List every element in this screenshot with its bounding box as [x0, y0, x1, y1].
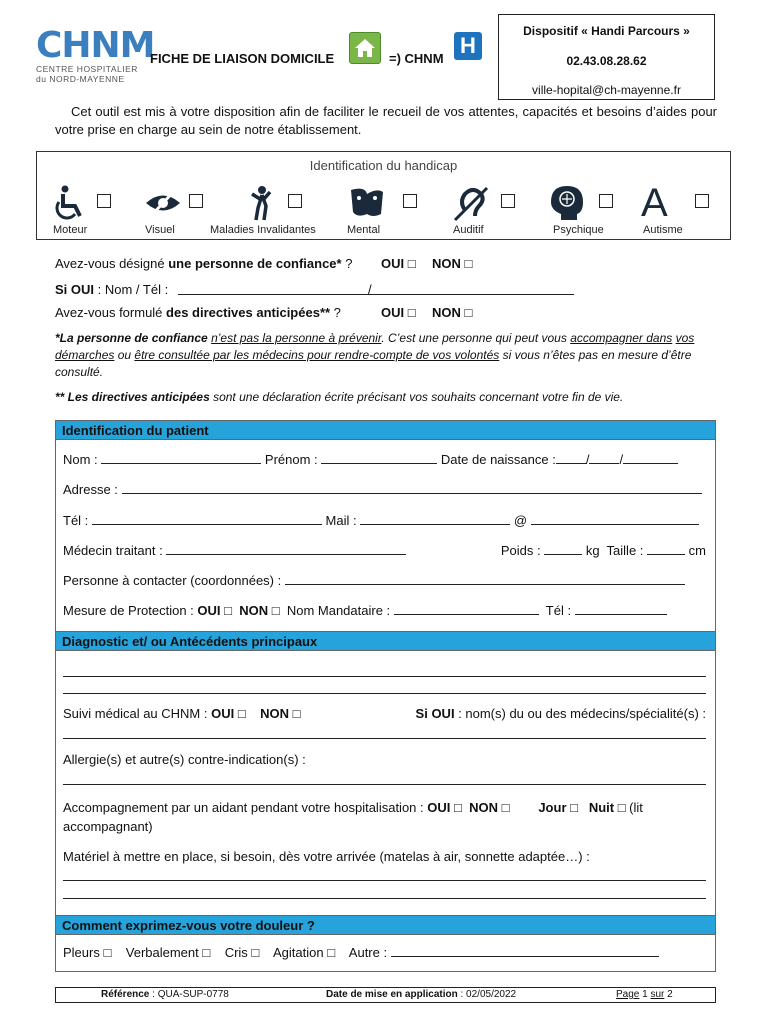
adresse-field[interactable] [122, 482, 702, 494]
visuel-checkbox[interactable] [189, 194, 203, 208]
handicap-box [36, 151, 731, 240]
contact-email: ville-hopital@ch-mayenne.fr [532, 83, 681, 97]
footer-page: Page 1 sur 2 [616, 989, 673, 1000]
dob-day-field[interactable] [556, 452, 586, 464]
logo-subtitle-2: du NORD-MAYENNE [36, 74, 125, 84]
row-poids-taille: Poids : kg Taille : cm [500, 543, 706, 558]
contact-phone: 02.43.08.28.62 [566, 54, 647, 68]
accomp-jour[interactable]: Jour □ [538, 800, 578, 815]
confiance-note: *La personne de confiance n’est pas la personne à prévenir. C’est une personne qui peut vous accompagner dans vos démarches ou être consultée par les médecins pour rendre-compte de vos volontés si vous n’êtes pas en mesure d’être consulté. [55, 331, 695, 379]
mail-domain-field[interactable] [531, 513, 699, 525]
document-title: FICHE DE LIAISON DOMICILE [150, 51, 335, 66]
prenom-field[interactable] [321, 452, 437, 464]
chnm-logo [36, 25, 155, 92]
wheelchair-icon [51, 184, 91, 222]
arrow-chnm: =) CHNM [389, 51, 444, 66]
nom-field[interactable] [101, 452, 261, 464]
home-icon [349, 32, 381, 64]
footer-reference: Référence : QUA-SUP-0778 [101, 989, 229, 1000]
handicap-label-psychique: Psychique [553, 224, 604, 236]
row-mesure: Mesure de Protection : OUI □ NON □ Nom Mandataire : Tél : [63, 603, 706, 618]
allergie-line[interactable] [63, 784, 706, 785]
directives-note: ** Les directives anticipées sont une déclaration écrite précisant vos souhaits concernant votre fin de vie. [55, 390, 624, 404]
materiel-line-1[interactable] [63, 880, 706, 881]
row-adresse: Adresse : [63, 482, 706, 497]
row-nom: Nom : Prénom : Date de naissance : / / [63, 452, 706, 467]
directives-question: Avez-vous formulé des directives anticipées** ? [55, 305, 341, 320]
douleur-agitation[interactable]: Agitation □ [273, 945, 336, 960]
mental-checkbox[interactable] [403, 194, 417, 208]
moteur-checkbox[interactable] [97, 194, 111, 208]
tel-field[interactable] [92, 513, 322, 525]
mandataire-field[interactable] [394, 603, 539, 615]
confiance-non[interactable]: NON □ [432, 256, 473, 271]
taille-field[interactable] [647, 543, 685, 555]
directives-oui[interactable]: OUI □ [381, 305, 416, 320]
materiel-line-2[interactable] [63, 898, 706, 899]
mental-disability-icon [347, 184, 387, 222]
accomp-oui[interactable]: OUI □ [427, 800, 462, 815]
contact-title: Dispositif « Handi Parcours » [523, 24, 690, 38]
row-allergie: Allergie(s) et autre(s) contre-indication(s) : [63, 752, 306, 767]
logo-subtitle-1: CENTRE HOSPITALIER [36, 64, 138, 74]
footer [55, 987, 716, 1003]
row-accompagnant: accompagnant) [63, 819, 153, 834]
footer-date: Date de mise en application : 02/05/2022 [326, 989, 517, 1000]
hospital-icon: H [454, 32, 482, 60]
patient-header: Identification du patient [56, 421, 715, 440]
autism-icon: A [641, 181, 668, 225]
dob-month-field[interactable] [589, 452, 619, 464]
handicap-label-visuel: Visuel [145, 224, 175, 236]
mandataire-tel-field[interactable] [575, 603, 667, 615]
dob-year-field[interactable] [623, 452, 678, 464]
si-oui-nom-tel: Si OUI : Nom / Tél : [55, 282, 169, 297]
medecin-field[interactable] [166, 543, 406, 555]
row-medecin: Médecin traitant : [63, 543, 706, 558]
handicap-label-mental: Mental [347, 224, 381, 236]
handicap-label-auditif: Auditif [453, 224, 484, 236]
confiance-question: Avez-vous désigné une personne de confiance* ? [55, 256, 353, 271]
douleur-pleurs[interactable]: Pleurs □ [63, 945, 112, 960]
directives-non[interactable]: NON □ [432, 305, 473, 320]
suivi-oui[interactable]: OUI □ [211, 706, 246, 721]
accomp-non[interactable]: NON □ [469, 800, 510, 815]
row-tel-mail: Tél : Mail : @ [63, 513, 706, 528]
logo-text: CHNM [36, 25, 155, 66]
auditif-checkbox[interactable] [501, 194, 515, 208]
maladies-checkbox[interactable] [288, 194, 302, 208]
row-suivi-medecins: Si OUI : nom(s) du ou des médecins/spécialité(s) : [415, 706, 706, 721]
diagnostic-header: Diagnostic et/ ou Antécédents principaux [56, 632, 715, 651]
douleur-cris[interactable]: Cris □ [224, 945, 260, 960]
handicap-label-maladies: Maladies Invalidantes [210, 224, 316, 236]
psychique-checkbox[interactable] [599, 194, 613, 208]
row-contact: Personne à contacter (coordonnées) : [63, 573, 706, 588]
handicap-label-autisme: Autisme [643, 224, 683, 236]
hearing-impairment-icon [451, 184, 491, 222]
psychic-disability-icon [547, 184, 587, 222]
confiance-oui[interactable]: OUI □ [381, 256, 416, 271]
mesure-oui[interactable]: OUI □ [197, 603, 232, 618]
suivi-line[interactable] [63, 738, 706, 739]
douleur-autre-label: Autre : [348, 945, 388, 960]
douleur-autre-field[interactable] [391, 945, 659, 957]
suivi-non[interactable]: NON □ [260, 706, 301, 721]
handicap-title: Identification du handicap [309, 158, 458, 173]
douleur-verbalement[interactable]: Verbalement □ [125, 945, 211, 960]
row-douleur [63, 945, 706, 960]
diagnostic-line-2[interactable] [63, 693, 706, 694]
row-materiel: Matériel à mettre en place, si besoin, dès votre arrivée (matelas à air, sonnette adaptée…) : [63, 849, 590, 864]
autisme-checkbox[interactable] [695, 194, 709, 208]
intro-text: Cet outil est mis à votre disposition afin de faciliter le recueil de vos attentes, capacités et besoins d’aides pour votre prise en charge au sein de notre établissement. [55, 104, 717, 137]
mesure-non[interactable]: NON □ [239, 603, 280, 618]
douleur-section [55, 916, 716, 972]
accomp-nuit[interactable]: Nuit □ [588, 800, 626, 815]
nom-tel-field[interactable] [178, 294, 574, 295]
visual-impairment-icon [143, 184, 183, 222]
invalidating-disease-icon [242, 184, 282, 222]
contact-box [498, 14, 715, 100]
contact-field[interactable] [285, 573, 685, 585]
row-suivi: Suivi médical au CHNM : OUI □ NON □ [63, 706, 301, 721]
mail-user-field[interactable] [360, 513, 510, 525]
douleur-header: Comment exprimez-vous votre douleur ? [56, 916, 715, 935]
row-accompagnement: Accompagnement par un aidant pendant votre hospitalisation : OUI □ NON □ Jour □ Nuit □ (lit [63, 800, 643, 815]
diagnostic-line-1[interactable] [63, 676, 706, 677]
diagnostic-section [55, 632, 716, 916]
patient-section [55, 420, 716, 632]
handicap-label-moteur: Moteur [53, 224, 88, 236]
poids-field[interactable] [544, 543, 582, 555]
nom-tel-slash: / [368, 282, 372, 297]
